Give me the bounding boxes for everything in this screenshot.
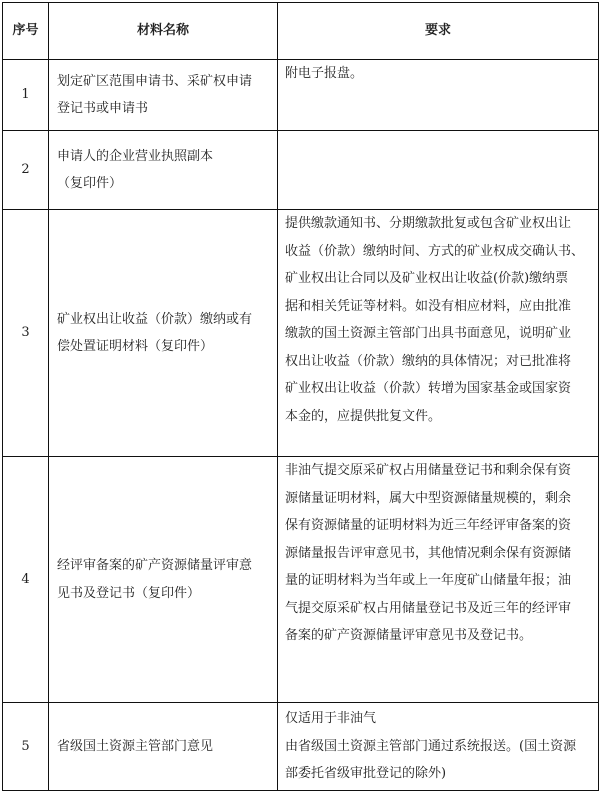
material-name-line: 经评审备案的矿产资源储量评审意 bbox=[57, 558, 253, 573]
requirement bbox=[278, 457, 599, 703]
material-name bbox=[49, 210, 278, 457]
requirement-line: 附电子报盘。 bbox=[285, 66, 364, 81]
table-row bbox=[3, 457, 599, 703]
row-number: 1 bbox=[3, 60, 49, 131]
material-name bbox=[49, 60, 278, 131]
requirement bbox=[278, 210, 599, 457]
material-name bbox=[49, 457, 278, 703]
row-number: 2 bbox=[3, 131, 49, 210]
requirement-line: 源储量报告评审意见书，其他情况剩余保有资源储 bbox=[285, 545, 572, 561]
requirement-line: 仅适用于非油气 bbox=[285, 711, 377, 727]
requirement bbox=[278, 60, 599, 131]
header-req: 要求 bbox=[278, 3, 599, 60]
table-row bbox=[3, 210, 599, 457]
requirement-line: 气提交原采矿权占用储量登记书及近三年的经评审 bbox=[285, 600, 572, 616]
requirement-line: 权出让收益（价款）缴纳的具体情况；对已批准将 bbox=[285, 353, 572, 369]
requirement-line: 矿业权出让合同以及矿业权出让收益(价款)缴纳票 bbox=[285, 271, 569, 286]
requirement-line: 量的证明材料为当年或上一年度矿山储量年报；油 bbox=[285, 573, 572, 588]
requirement-line: 备案的矿产资源储量评审意见书及登记书。 bbox=[285, 628, 533, 643]
requirement bbox=[278, 131, 599, 210]
header-name: 材料名称 bbox=[49, 3, 278, 60]
row-number: 4 bbox=[3, 457, 49, 703]
requirement-line: 部委托省级审批登记的除外) bbox=[285, 766, 447, 782]
material-name bbox=[49, 703, 278, 791]
requirement-line: 缴款的国土资源主管部门出具书面意见，说明矿业 bbox=[285, 326, 572, 341]
row-number: 3 bbox=[3, 210, 49, 457]
requirement-line: 据和相关凭证等材料。如没有相应材料，应由批准 bbox=[285, 298, 572, 314]
requirement-line: 由省级国土资源主管部门通过系统报送。(国土资源 bbox=[285, 738, 577, 754]
material-name-line: 偿处置证明材料（复印件） bbox=[57, 339, 214, 354]
material-name-line: 划定矿区范围申请书、采矿权申请 bbox=[57, 73, 253, 89]
material-name-line: （复印件） bbox=[57, 176, 123, 191]
table-row bbox=[3, 60, 599, 131]
material-name bbox=[49, 131, 278, 210]
header-no: 序号 bbox=[3, 3, 49, 60]
requirement-line: 本金的，应提供批复文件。 bbox=[285, 408, 442, 424]
requirement-line: 保有资源储量的证明材料为近三年经评审备案的资 bbox=[285, 518, 572, 533]
requirement-line: 源储量证明材料，属大中型资源储量规模的，剩余 bbox=[285, 490, 572, 506]
requirement-line: 提供缴款通知书、分期缴款批复或包含矿业权出让 bbox=[285, 216, 572, 231]
materials-table bbox=[2, 2, 599, 791]
material-name-line: 申请人的企业营业执照副本 bbox=[57, 148, 214, 164]
material-name-line: 登记书或申请书 bbox=[57, 101, 149, 116]
material-name-line: 省级国土资源主管部门意见 bbox=[57, 738, 214, 754]
requirement bbox=[278, 703, 599, 791]
material-name-line: 矿业权出让收益（价款）缴纳或有 bbox=[57, 311, 253, 327]
material-name-line: 见书及登记书（复印件） bbox=[57, 585, 201, 601]
table-row bbox=[3, 131, 599, 210]
row-number: 5 bbox=[3, 703, 49, 791]
requirement-line: 非油气提交原采矿权占用储量登记书和剩余保有资 bbox=[285, 463, 572, 478]
table-header-row bbox=[3, 3, 599, 60]
requirement-line: 矿业权出让收益（价款）转增为国家基金或国家资 bbox=[285, 381, 572, 396]
table-row bbox=[3, 703, 599, 791]
requirement-line: 收益（价款）缴纳时间、方式的矿业权成交确认书、 bbox=[285, 243, 585, 259]
